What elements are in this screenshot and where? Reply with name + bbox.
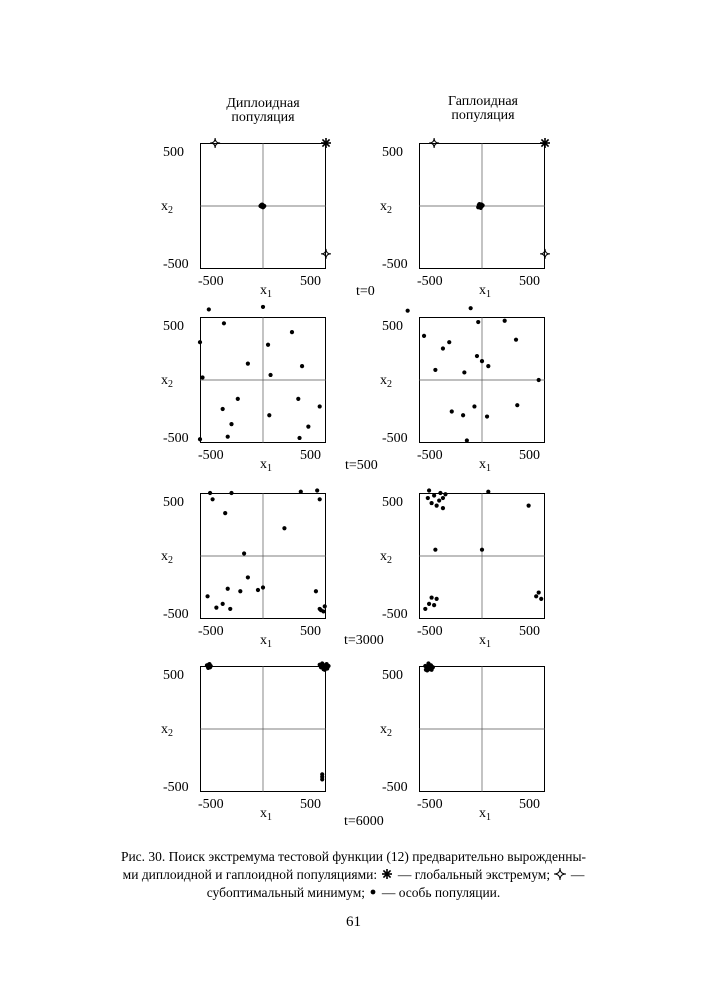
individual-point xyxy=(211,497,215,501)
individual-point xyxy=(447,340,451,344)
x-axis-label-sub: 1 xyxy=(486,812,491,823)
individual-point xyxy=(208,491,212,495)
x-axis-label xyxy=(479,458,491,476)
y-axis-label xyxy=(161,723,173,741)
individual-point xyxy=(323,604,327,608)
individual-point xyxy=(432,603,436,607)
x-tick-max: 500 xyxy=(300,448,321,463)
individual-point xyxy=(297,436,301,440)
individual-point xyxy=(534,594,538,598)
y-axis-label-main: x xyxy=(380,199,387,214)
individual-point xyxy=(242,551,246,555)
individual-point xyxy=(461,413,465,417)
individual-point xyxy=(527,504,531,508)
individual-point xyxy=(486,490,490,494)
individual-point xyxy=(441,496,445,500)
diploid-header xyxy=(193,97,333,125)
individual-point xyxy=(477,202,481,206)
individual-point xyxy=(476,320,480,324)
individual-point xyxy=(236,397,240,401)
individual-point xyxy=(266,343,270,347)
individual-point xyxy=(223,511,227,515)
individual-point xyxy=(318,497,322,501)
individual-point xyxy=(514,338,518,342)
scatter-diploid-row3 xyxy=(200,493,326,619)
y-tick-max: 500 xyxy=(163,668,184,683)
scatter-haploid-row4 xyxy=(419,666,545,792)
page-number: 61 xyxy=(346,914,361,930)
individual-point xyxy=(209,664,213,668)
individual-point xyxy=(426,496,430,500)
x-tick-min: -500 xyxy=(417,624,443,639)
x-axis-label-main: x xyxy=(479,457,486,472)
scatter-haploid-row2 xyxy=(419,317,545,443)
x-tick-max: 500 xyxy=(300,624,321,639)
individual-point xyxy=(325,662,329,666)
x-tick-min: -500 xyxy=(417,797,443,812)
suboptimal-minimum-icon xyxy=(553,867,567,881)
individual-point xyxy=(480,548,484,552)
x-axis-label xyxy=(260,634,272,652)
individual-point xyxy=(300,364,304,368)
y-axis-label-sub: 2 xyxy=(168,205,173,216)
y-axis-label xyxy=(380,723,392,741)
individual-point xyxy=(435,597,439,601)
y-tick-max: 500 xyxy=(163,145,184,160)
individual-point xyxy=(221,602,225,606)
y-axis-label xyxy=(161,550,173,568)
y-tick-min: -500 xyxy=(382,257,408,272)
x-axis-label-main: x xyxy=(260,633,267,648)
caption-line2-c: — xyxy=(570,867,585,882)
x-axis-label xyxy=(479,284,491,302)
caption-line2 xyxy=(70,866,637,884)
scatter-diploid-row2 xyxy=(200,317,326,443)
time-label-row1: t=0 xyxy=(356,284,375,299)
individual-point xyxy=(318,404,322,408)
individual-point xyxy=(450,409,454,413)
y-axis-label xyxy=(380,374,392,392)
x-axis-label xyxy=(260,807,272,825)
individual-point xyxy=(320,772,324,776)
x-tick-max: 500 xyxy=(519,624,540,639)
y-tick-max: 500 xyxy=(382,319,403,334)
individual-point xyxy=(443,492,447,496)
y-axis-label xyxy=(161,374,173,392)
x-axis-label-main: x xyxy=(479,283,486,298)
y-axis-label xyxy=(161,200,173,218)
y-axis-label-sub: 2 xyxy=(387,728,392,739)
x-tick-min: -500 xyxy=(198,624,224,639)
individual-point xyxy=(435,504,439,508)
y-tick-min: -500 xyxy=(382,431,408,446)
individual-point xyxy=(198,437,202,441)
individual-point xyxy=(432,493,436,497)
x-axis-label xyxy=(479,634,491,652)
individual-point xyxy=(226,587,230,591)
individual-point xyxy=(226,435,230,439)
y-tick-max: 500 xyxy=(382,145,403,160)
individual-point xyxy=(207,307,211,311)
individual-point xyxy=(321,667,325,671)
individual-point xyxy=(423,607,427,611)
individual-point xyxy=(314,589,318,593)
individual-point xyxy=(229,422,233,426)
caption-line2-b: — глобальный экстремум; xyxy=(397,867,551,882)
individual-point xyxy=(299,490,303,494)
individual-point xyxy=(438,491,442,495)
scatter-diploid-row4 xyxy=(200,666,326,792)
x-tick-max: 500 xyxy=(300,797,321,812)
x-axis-label-main: x xyxy=(260,283,267,298)
scatter-haploid-row1 xyxy=(419,143,545,269)
time-label-row4: t=6000 xyxy=(344,814,384,829)
individual-point xyxy=(465,438,469,442)
x-axis-label xyxy=(260,284,272,302)
individual-point xyxy=(479,206,483,210)
time-label-row2: t=500 xyxy=(345,458,378,473)
individual-point xyxy=(205,594,209,598)
individual-point xyxy=(430,595,434,599)
individual-point xyxy=(306,425,310,429)
individual-point xyxy=(406,309,410,313)
diploid-header-line1: Диплоидная xyxy=(226,96,300,111)
individual-point xyxy=(475,354,479,358)
y-axis-label-main: x xyxy=(380,373,387,388)
diploid-header-line2: популяция xyxy=(231,110,295,125)
individual-point xyxy=(437,498,441,502)
individual-point xyxy=(462,370,466,374)
x-axis-label-sub: 1 xyxy=(267,463,272,474)
individual-point xyxy=(486,364,490,368)
x-axis-label-sub: 1 xyxy=(267,639,272,650)
individual-point xyxy=(441,506,445,510)
x-tick-min: -500 xyxy=(417,448,443,463)
individual-point xyxy=(198,340,202,344)
y-axis-label-main: x xyxy=(161,722,168,737)
figure-caption xyxy=(70,848,637,902)
global-extremum-icon xyxy=(380,867,394,881)
individual-point xyxy=(267,413,271,417)
individual-point xyxy=(480,359,484,363)
individual-point xyxy=(430,501,434,505)
individual-point xyxy=(290,330,294,334)
individual-point xyxy=(441,346,445,350)
time-label-row3: t=3000 xyxy=(344,633,384,648)
x-axis-label-sub: 1 xyxy=(267,812,272,823)
scatter-diploid-row1 xyxy=(200,143,326,269)
haploid-header-line1: Гаплоидная xyxy=(447,94,518,109)
y-axis-label-sub: 2 xyxy=(168,728,173,739)
x-tick-max: 500 xyxy=(519,274,540,289)
individual-point xyxy=(422,334,426,338)
y-axis-label-main: x xyxy=(161,549,168,564)
y-tick-min: -500 xyxy=(163,780,189,795)
individual-point xyxy=(282,526,286,530)
y-axis-label xyxy=(380,200,392,218)
individual-point xyxy=(472,404,476,408)
x-tick-max: 500 xyxy=(519,797,540,812)
individual-point xyxy=(228,607,232,611)
y-tick-min: -500 xyxy=(163,607,189,622)
caption-line2-a: ми диплоидной и гаплоидной популяциями: xyxy=(122,867,378,882)
x-axis-label xyxy=(479,807,491,825)
y-tick-max: 500 xyxy=(382,668,403,683)
y-tick-max: 500 xyxy=(163,319,184,334)
y-tick-min: -500 xyxy=(382,780,408,795)
individual-point xyxy=(537,378,541,382)
individual-point xyxy=(503,319,507,323)
individual-point xyxy=(469,306,473,310)
y-tick-min: -500 xyxy=(382,607,408,622)
caption-line3-b: — особь популяции. xyxy=(381,885,501,900)
individual-point xyxy=(427,602,431,606)
individual-point xyxy=(268,373,272,377)
individual-point xyxy=(319,663,323,667)
x-axis-label xyxy=(260,458,272,476)
y-axis-label-main: x xyxy=(380,549,387,564)
x-tick-max: 500 xyxy=(519,448,540,463)
y-axis-label-sub: 2 xyxy=(387,379,392,390)
individual-point xyxy=(246,362,250,366)
x-axis-label-main: x xyxy=(479,633,486,648)
haploid-header xyxy=(413,95,553,123)
individual-point xyxy=(221,407,225,411)
individual-point xyxy=(433,548,437,552)
caption-line3 xyxy=(70,884,637,902)
x-axis-label-sub: 1 xyxy=(486,639,491,650)
individual-point xyxy=(539,597,543,601)
individual-point xyxy=(427,664,431,668)
y-tick-max: 500 xyxy=(163,495,184,510)
individual-point xyxy=(256,588,260,592)
y-axis-label-sub: 2 xyxy=(168,379,173,390)
y-axis-label xyxy=(380,550,392,568)
population-individual-icon xyxy=(368,885,378,899)
y-tick-min: -500 xyxy=(163,257,189,272)
individual-point xyxy=(260,203,264,207)
x-tick-max: 500 xyxy=(300,274,321,289)
x-tick-min: -500 xyxy=(198,274,224,289)
individual-point xyxy=(321,609,325,613)
individual-point xyxy=(229,491,233,495)
x-axis-label-sub: 1 xyxy=(486,289,491,300)
y-axis-label-main: x xyxy=(380,722,387,737)
individual-point xyxy=(424,668,428,672)
y-axis-label-main: x xyxy=(161,373,168,388)
y-tick-max: 500 xyxy=(382,495,403,510)
x-tick-min: -500 xyxy=(198,448,224,463)
caption-line3-a: субоптимальный минимум; xyxy=(206,885,366,900)
individual-point xyxy=(238,589,242,593)
individual-point xyxy=(214,606,218,610)
x-tick-min: -500 xyxy=(417,274,443,289)
scatter-haploid-row3 xyxy=(419,493,545,619)
individual-point xyxy=(261,585,265,589)
individual-point xyxy=(537,590,541,594)
individual-point xyxy=(261,305,265,309)
y-axis-label-sub: 2 xyxy=(168,555,173,566)
individual-point xyxy=(222,321,226,325)
individual-point xyxy=(485,414,489,418)
y-axis-label-main: x xyxy=(161,199,168,214)
x-axis-label-sub: 1 xyxy=(267,289,272,300)
x-tick-min: -500 xyxy=(198,797,224,812)
haploid-header-line2: популяция xyxy=(451,108,515,123)
individual-point xyxy=(315,488,319,492)
y-axis-label-sub: 2 xyxy=(387,205,392,216)
y-axis-label-sub: 2 xyxy=(387,555,392,566)
individual-point xyxy=(515,403,519,407)
y-tick-min: -500 xyxy=(163,431,189,446)
x-axis-label-main: x xyxy=(260,457,267,472)
x-axis-label-sub: 1 xyxy=(486,463,491,474)
global-extremum-marker xyxy=(540,138,550,148)
caption-line1: Рис. 30. Поиск экстремума тестовой функции (12) предварительно вырожденны- xyxy=(120,849,587,864)
individual-point xyxy=(205,663,209,667)
global-extremum-marker xyxy=(321,138,331,148)
x-axis-label-main: x xyxy=(479,806,486,821)
individual-point xyxy=(296,397,300,401)
individual-point xyxy=(431,665,435,669)
individual-point xyxy=(433,368,437,372)
individual-point xyxy=(200,375,204,379)
individual-point xyxy=(246,575,250,579)
individual-point xyxy=(427,488,431,492)
x-axis-label-main: x xyxy=(260,806,267,821)
